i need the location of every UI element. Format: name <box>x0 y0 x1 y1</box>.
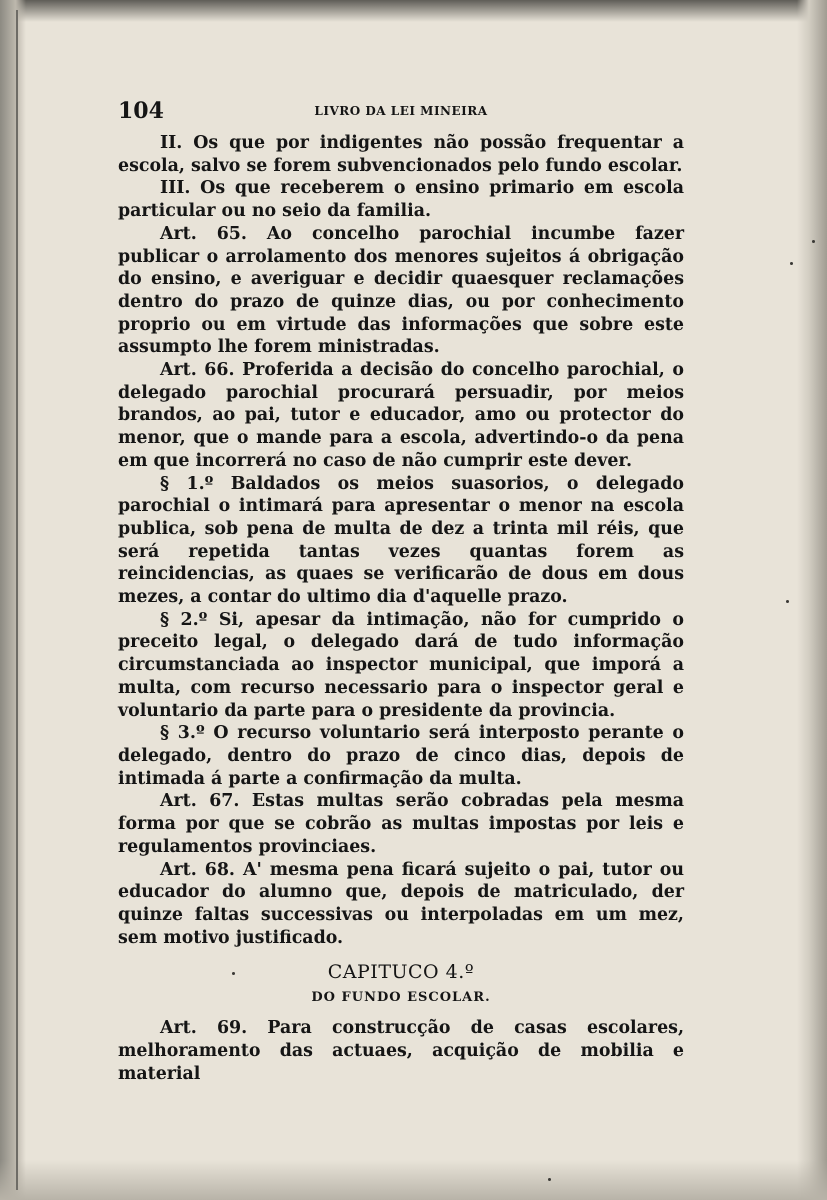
paragraph: § 1.º Baldados os meios suasorios, o delegado parochial o intimará para apresentar o menor na escola publica, sob pena de multa de dez a trinta mil réis, que será repetida tantas vezes quantas forem as reincidencias, as quaes se verificarão de dous em dous mezes, a contar do ultimo dia d'aquelle prazo. <box>118 473 684 608</box>
page-edge-line <box>16 10 18 1190</box>
chapter-subtitle: DO FUNDO ESCOLAR. <box>311 990 491 1006</box>
scan-shadow-left <box>0 0 26 1200</box>
paragraph: III. Os que receberem o ensino primario em escola particular ou no seio da familia. <box>118 178 684 222</box>
paragraph: II. Os que por indigentes não possão frequentar a escola, salvo se forem subvencionados pelo fundo escolar. <box>118 133 684 176</box>
chapter-title: CAPITUCO 4.º <box>327 961 475 984</box>
page-text <box>118 96 684 1085</box>
running-head <box>118 96 684 126</box>
paragraph: § 3.º O recurso voluntario será interposto perante o delegado, dentro do prazo de cinco dias, depois de intimada á parte a confirmação da multa. <box>118 723 684 789</box>
scan-shadow-top <box>0 0 827 22</box>
book-title: LIVRO DA LEI MINEIRA <box>314 104 488 118</box>
scan-shadow-right <box>797 0 827 1200</box>
paragraph: Art. 69. Para construcção de casas escolares, melhoramento das actuaes, acquição de mobilia e material <box>118 1018 684 1084</box>
paragraph: Art. 67. Estas multas serão cobradas pela mesma forma por que se cobrão as multas impostas por leis e regulamentos provinciaes. <box>118 791 684 857</box>
scan-speck <box>812 240 815 243</box>
scan-speck <box>548 1178 551 1181</box>
paragraph: Art. 68. A' mesma pena ficará sujeito o pai, tutor ou educador do alumno que, depois de matriculado, der quinze faltas successivas ou interpoladas em um mez, sem motivo justificado. <box>118 859 684 948</box>
paragraph: Art. 66. Proferida a decisão do concelho parochial, o delegado parochial procurará persuadir, por meios brandos, ao pai, tutor e educador, amo ou protector do menor, que o mande para a escola, advertindo-o da pena em que incorrerá no caso de não cumprir este dever. <box>118 360 684 471</box>
scan-shadow-bottom <box>0 1160 827 1200</box>
scan-speck <box>790 262 793 265</box>
scan-speck <box>786 600 789 603</box>
page-number: 104 <box>118 98 164 124</box>
paragraph: Art. 65. Ao concelho parochial incumbe fazer publicar o arrolamento dos menores sujeitos á obrigação do ensino, e averiguar e decidir quaesquer reclamações dentro do prazo de quinze dias, ou por conhecimento proprio ou em virtude das informações que sobre este assumpto lhe forem ministradas. <box>118 223 684 358</box>
paragraph: § 2.º Si, apesar da intimação, não for cumprido o preceito legal, o delegado dará de tudo informação circumstanciada ao inspector municipal, que imporá a multa, com recurso necessario para o inspector geral e voluntario da parte para o presidente da provincia. <box>118 609 684 721</box>
